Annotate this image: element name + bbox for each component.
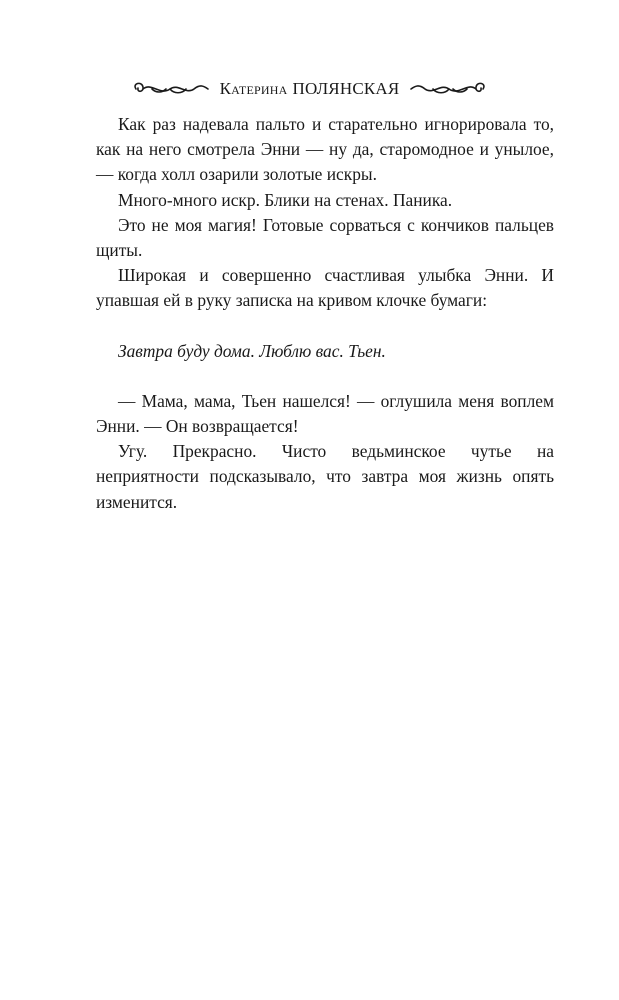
right-flourish-icon bbox=[409, 78, 489, 100]
paragraph: Широкая и совершенно счастливая улыбка Энни. И упавшая ей в руку записка на кривом клочке бумаги: bbox=[96, 265, 554, 311]
author-first-name: Катерина bbox=[219, 79, 288, 98]
paragraph: — Мама, мама, Тьен нашелся! — оглушила меня воплем Энни. — Он возвращается! bbox=[96, 390, 554, 437]
paragraph: Угу. Прекрасно. Чисто ведьминское чутье на неприятности подсказывало, что завтра моя жизнь опять изменится. bbox=[96, 441, 554, 512]
paragraph: Как раз надевала пальто и старательно игнорировала то, как на него смотрела Энни — ну да, старомодное и унылое, — когда холл озарили золотые искры. bbox=[96, 114, 554, 185]
author-last-name: ПОЛЯНСКАЯ bbox=[292, 79, 400, 98]
italic-note: Завтра буду дома. Люблю вас. Тьен. bbox=[118, 340, 386, 361]
paragraph: Много-много искр. Блики на стенах. Паника. bbox=[118, 189, 453, 210]
author-name bbox=[220, 79, 400, 99]
left-flourish-icon bbox=[130, 78, 210, 100]
body-text bbox=[96, 112, 554, 515]
paragraph: Это не моя магия! Готовые сорваться с кончиков пальцев щиты. bbox=[96, 214, 554, 261]
running-head bbox=[0, 76, 619, 102]
